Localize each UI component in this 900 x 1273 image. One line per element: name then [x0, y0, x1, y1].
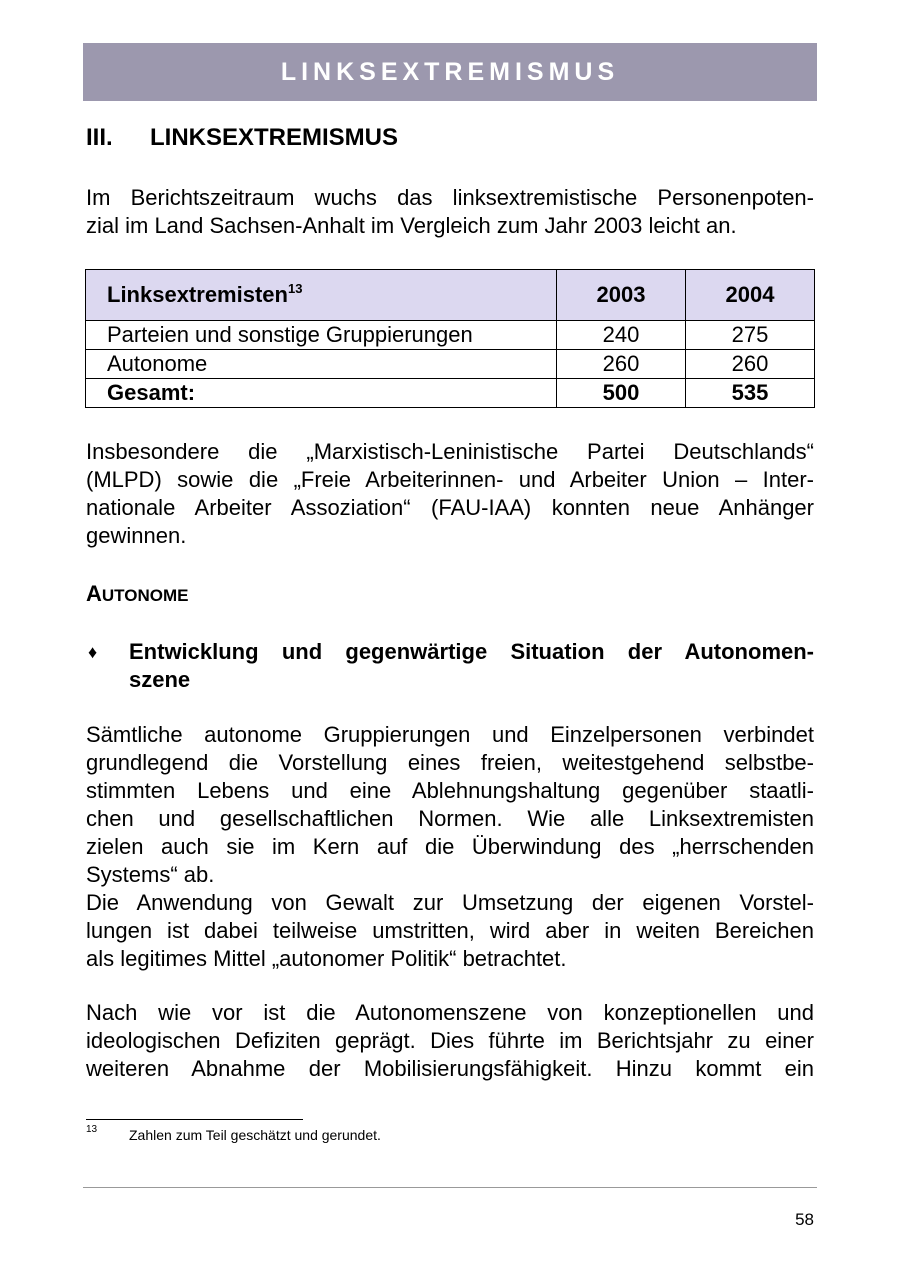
text-line: szene: [129, 667, 191, 692]
text-line: Im Berichtszeitraum wuchs das linksextremistische Personenpoten-: [86, 185, 814, 210]
chapter-header-band: LINKSEXTREMISMUS: [83, 43, 817, 101]
text-line: grundlegend die Vorstellung eines freien, weitestgehend selbstbe-: [86, 750, 814, 775]
text-line: (MLPD) sowie die „Freie Arbeiterinnen- und Arbeiter Union – Inter-: [86, 467, 814, 492]
row-label: Autonome: [86, 350, 557, 379]
row-label: Parteien und sonstige Gruppierungen: [86, 321, 557, 350]
intro-paragraph: [86, 184, 814, 240]
text-line: zial im Land Sachsen-Anhalt im Vergleich zum Jahr 2003 leicht an.: [86, 213, 737, 238]
table-header-row: [86, 270, 815, 321]
text-line: nationale Arbeiter Assoziation“ (FAU-IAA) konnten neue Anhänger: [86, 495, 814, 520]
total-label: Gesamt:: [86, 379, 557, 408]
total-2003: 500: [557, 379, 686, 408]
bullet-heading: [129, 638, 814, 694]
header-2003: 2003: [557, 270, 686, 321]
paragraph-deficits: [86, 999, 814, 1083]
value-2004: 260: [686, 350, 815, 379]
diamond-bullet-icon: ♦: [88, 642, 98, 662]
table-row: [86, 350, 815, 379]
text-line: ideologischen Defiziten geprägt. Dies führte im Berichtsjahr zu einer: [86, 1028, 814, 1053]
subsection-heading: AUTONOME: [86, 581, 189, 606]
page-number: 58: [795, 1210, 814, 1229]
heading-title: LINKSEXTREMISMUS: [150, 124, 399, 151]
header-2004: 2004: [686, 270, 815, 321]
footnote-text: Zahlen zum Teil geschätzt und gerundet.: [129, 1127, 381, 1143]
heading-number: III.: [86, 124, 113, 151]
table-total-row: [86, 379, 815, 408]
footer-divider: [83, 1187, 817, 1188]
value-2003: 260: [557, 350, 686, 379]
section-heading: [86, 122, 398, 154]
table-row: [86, 321, 815, 350]
text-line: Systems“ ab.: [86, 862, 215, 887]
text-line: Insbesondere die „Marxistisch-Leninistische Partei Deutschlands“: [86, 439, 814, 464]
text-line: chen und gesellschaftlichen Normen. Wie alle Linksextremisten: [86, 806, 814, 831]
text-line: lungen ist dabei teilweise umstritten, wird aber in weiten Bereichen: [86, 918, 814, 943]
statistics-table: [85, 269, 815, 408]
text-line: Sämtliche autonome Gruppierungen und Einzelpersonen verbindet: [86, 722, 814, 747]
paragraph-parties: [86, 438, 814, 550]
total-2004: 535: [686, 379, 815, 408]
header-label: Linksextremisten$^{13}$: [86, 270, 557, 321]
value-2004: 275: [686, 321, 815, 350]
value-2003: 240: [557, 321, 686, 350]
text-line: Entwicklung und gegenwärtige Situation der Autonomen-: [129, 639, 814, 664]
text-line: stimmten Lebens und eine Ablehnungshaltung gegenüber staatli-: [86, 778, 814, 803]
paragraph-autonomous: [86, 721, 814, 973]
footnote-ref: 13: [287, 281, 303, 296]
footnote-divider: [86, 1119, 303, 1120]
text-line: als legitimes Mittel „autonomer Politik“ betrachtet.: [86, 946, 567, 971]
text-line: Nach wie vor ist die Autonomenszene von konzeptionellen und: [86, 1000, 814, 1025]
text-line: Die Anwendung von Gewalt zur Umsetzung der eigenen Vorstel-: [86, 890, 814, 915]
text-line: weiteren Abnahme der Mobilisierungsfähigkeit. Hinzu kommt ein: [86, 1056, 814, 1081]
footnote-number: 13: [86, 1124, 98, 1135]
text-line: zielen auch sie im Kern auf die Überwindung des „herrschenden: [86, 834, 814, 859]
text-line: gewinnen.: [86, 523, 187, 548]
